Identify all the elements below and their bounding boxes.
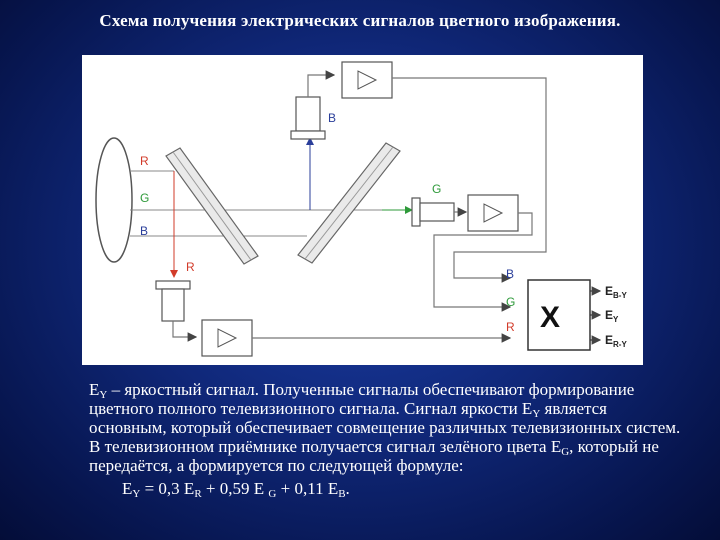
- output-ery: $E_{R-Y}$: [605, 333, 627, 349]
- output-ey: $E_Y$: [605, 308, 619, 324]
- dichroic-mirror-2: [298, 143, 400, 263]
- lens: [96, 138, 132, 262]
- b-wire-to-matrix: [392, 78, 546, 278]
- label-b-tube: B: [328, 111, 337, 125]
- label-b-input: B: [140, 224, 149, 238]
- description-paragraph: $E_Y$ – яркостный сигнал. Полученные сигналы обеспечивают формирование цветного полного телевизионного сигнала. Сигнал яркости $E_Y$ является основным, который обеспечивает совмещение различных телевизионных систем. В телевизионном приёмнике получается сигнал зелёного цвета $E_G$, который не передаётся, а формируется по следующей формуле:: [89, 380, 681, 475]
- camera-tube-g: [412, 198, 454, 226]
- camera-tube-r: [156, 281, 190, 321]
- label-r-matrix: R: [506, 320, 515, 334]
- diagram-panel: [82, 55, 643, 365]
- amplifier-r: [202, 320, 252, 356]
- label-r-input: R: [140, 154, 149, 168]
- dichroic-mirror-1: [166, 148, 258, 264]
- label-r-tube: R: [186, 260, 195, 274]
- r-wire-to-amp: [173, 321, 196, 337]
- body-text: [65, 380, 685, 498]
- label-g-input: G: [140, 191, 150, 205]
- output-eby: $E_{B-Y}$: [605, 284, 627, 300]
- slide-title: Схема получения электрических сигналов цветного изображения.: [99, 11, 621, 30]
- luminance-formula: $E_Y = 0,3$ $E_R + 0,59$ E $_G$ + 0,11 $E_B$.: [122, 479, 350, 500]
- matrix-block: [528, 280, 590, 350]
- matrix-label: X: [540, 301, 561, 334]
- camera-tube-b: [291, 97, 325, 139]
- amplifier-b: [342, 62, 392, 98]
- label-b-matrix: B: [506, 267, 515, 281]
- color-separation-diagram: [82, 55, 643, 365]
- amplifier-g: [468, 195, 518, 231]
- b-wire-to-amp: [308, 75, 334, 97]
- label-g-matrix: G: [506, 295, 516, 309]
- label-g-tube: G: [432, 182, 442, 196]
